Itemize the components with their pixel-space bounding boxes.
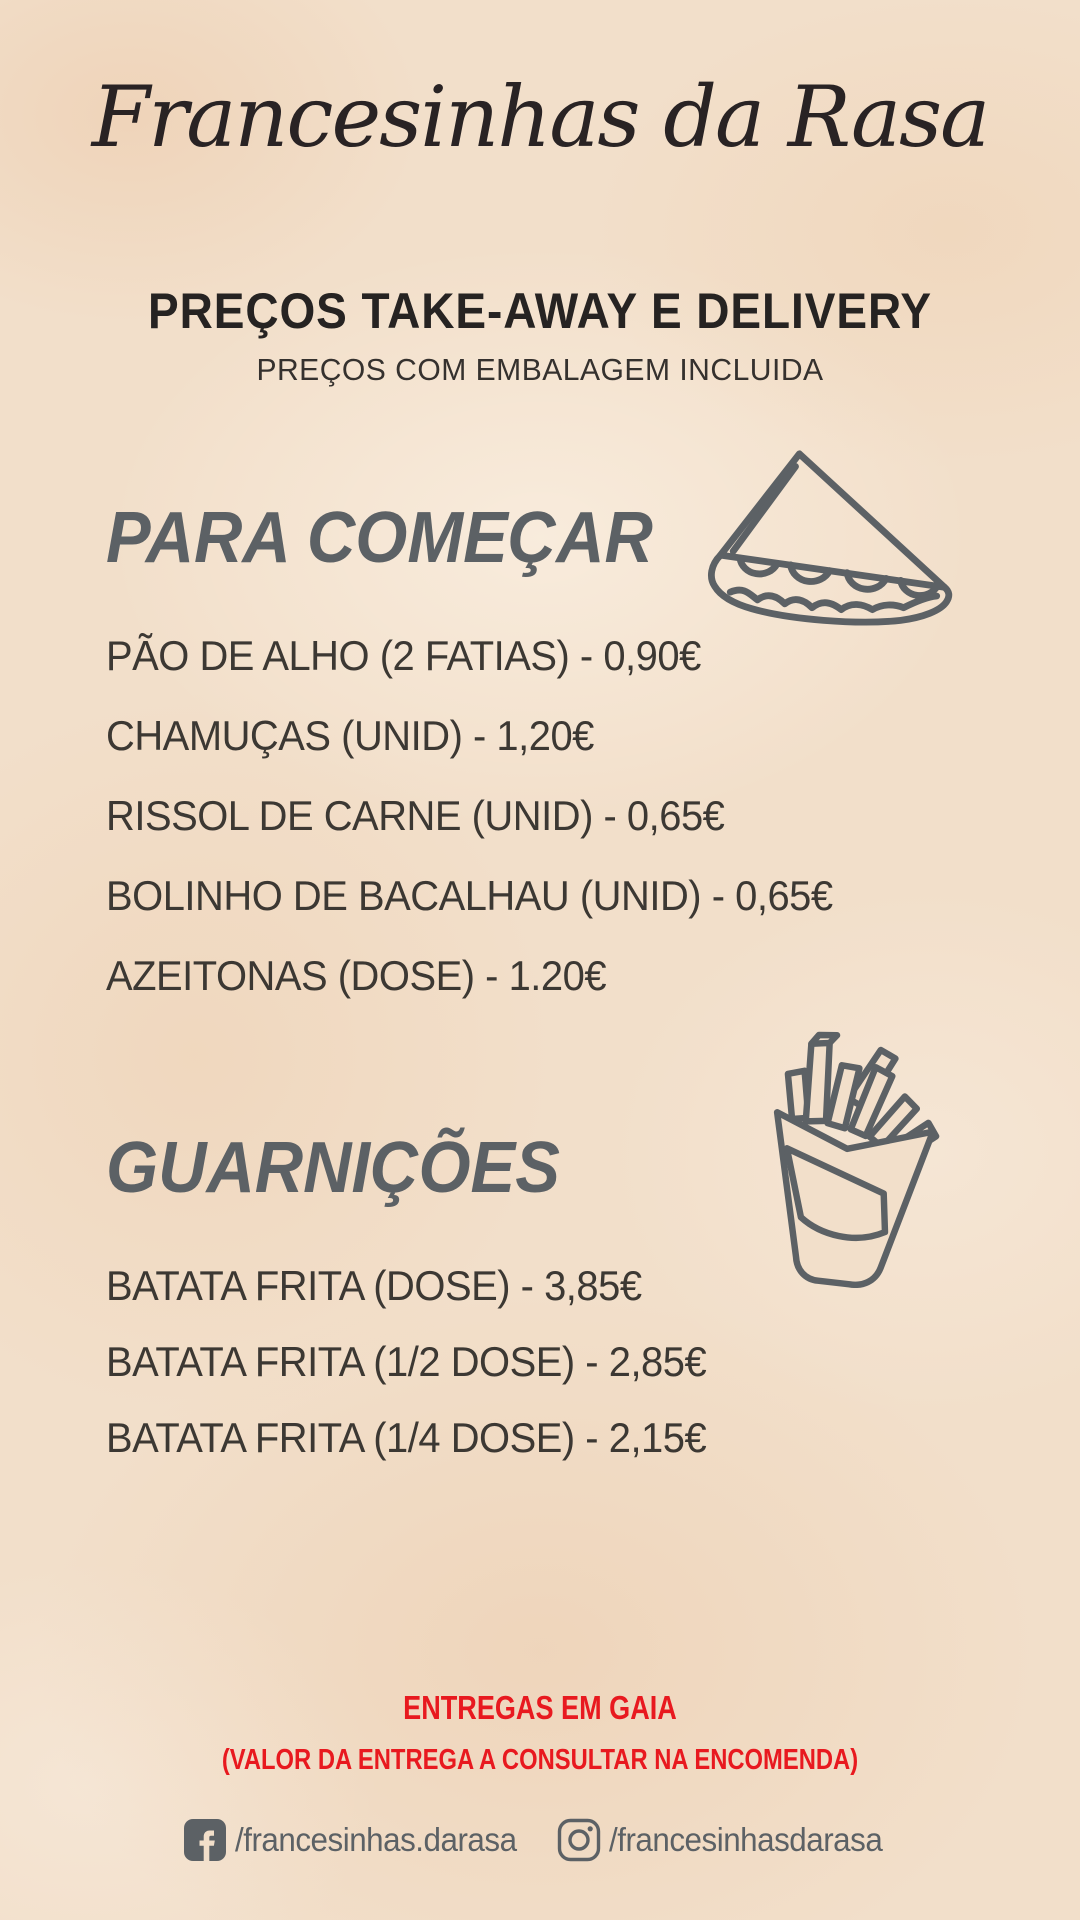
section-heading-para-comecar: PARA COMEÇAR bbox=[106, 498, 653, 578]
social-footer bbox=[0, 1815, 1080, 1865]
page-subtitle: PREÇOS COM EMBALAGEM INCLUIDA bbox=[256, 352, 824, 387]
page-title: PREÇOS TAKE-AWAY E DELIVERY bbox=[147, 283, 932, 339]
menu-item: CHAMUÇAS (UNID) - 1,20€ bbox=[106, 712, 594, 759]
delivery-area-notice: ENTREGAS EM GAIA bbox=[403, 1689, 677, 1726]
menu-item: BATATA FRITA (1/4 DOSE) - 2,15€ bbox=[106, 1414, 707, 1461]
brand-title: Francesinhas da Rasa bbox=[91, 68, 989, 166]
menu-list-guarnicoes bbox=[106, 1248, 966, 1476]
menu-item: BATATA FRITA (DOSE) - 3,85€ bbox=[106, 1262, 642, 1309]
menu-item: BOLINHO DE BACALHAU (UNID) - 0,65€ bbox=[106, 872, 833, 919]
menu-item: RISSOL DE CARNE (UNID) - 0,65€ bbox=[106, 792, 725, 839]
instagram-handle[interactable]: /francesinhasdarasa bbox=[609, 1821, 883, 1858]
menu-item: AZEITONAS (DOSE) - 1.20€ bbox=[106, 952, 607, 999]
facebook-handle[interactable]: /francesinhas.darasa bbox=[234, 1821, 517, 1858]
sandwich-icon bbox=[700, 448, 965, 633]
section-heading-guarnicoes: GUARNIÇÕES bbox=[106, 1128, 560, 1208]
delivery-fee-notice: (VALOR DA ENTREGA A CONSULTAR NA ENCOMENDA) bbox=[221, 1744, 859, 1776]
menu-item: PÃO DE ALHO (2 FATIAS) - 0,90€ bbox=[106, 632, 701, 679]
menu-list-para-comecar bbox=[106, 616, 966, 1016]
menu-item: BATATA FRITA (1/2 DOSE) - 2,85€ bbox=[106, 1338, 707, 1385]
facebook-icon[interactable] bbox=[183, 1818, 227, 1862]
instagram-icon[interactable] bbox=[557, 1818, 601, 1862]
